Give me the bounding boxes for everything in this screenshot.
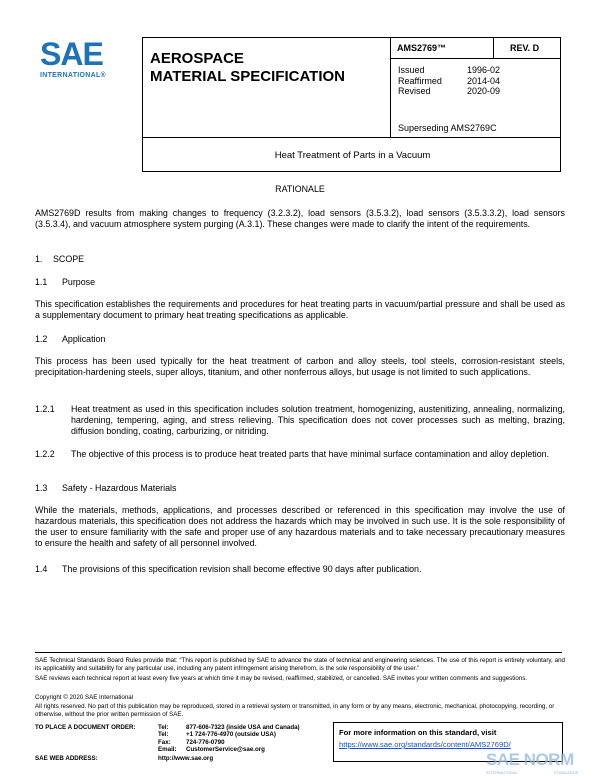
contact-row: Tel: 877-606-7323 (inside USA and Canada): [158, 724, 300, 731]
footer-copyright: Copyright © 2020 SAE International: [35, 694, 134, 701]
superseding-note: Superseding AMS2769C: [398, 123, 497, 133]
footer-divider: [35, 652, 562, 653]
revision-box: [493, 37, 561, 59]
date-labels: Issued Reaffirmed Revised: [398, 65, 442, 96]
rationale-heading: RATIONALE: [275, 184, 325, 194]
contact-row: Fax: 724-776-0790: [158, 738, 225, 746]
dates-box: [390, 58, 561, 138]
section-1-4-text: The provisions of this specification revision shall become effective 90 days after publication.: [62, 564, 422, 574]
revision-label: REV. D: [510, 43, 540, 53]
section-1-2-2-number: 1.2.2: [35, 449, 55, 459]
section-1-2-2-text: The objective of this process is to produce heat treated parts that have minimal surface contamination and alloy depletion.: [71, 449, 550, 459]
contact-table: [158, 724, 300, 754]
section-1-2-1-text: Heat treatment as used in this specification includes solution treatment, homogenizing, austenitizing, annealing, normalizing, hardening, tempering, aging, and stress relieving. This specification does not cover processes such as melting, brazing, diffusion bonding, coating, carburizing, or nitriding.: [71, 404, 565, 436]
watermark: [480, 748, 600, 776]
subject-box: [142, 137, 561, 172]
watermark-text: SAE NORM: [486, 750, 574, 769]
sae-logo: [40, 38, 120, 88]
document-number-box: [390, 37, 494, 59]
order-label: TO PLACE A DOCUMENT ORDER:: [35, 724, 136, 731]
section-1-3-title: Safety - Hazardous Materials: [62, 483, 177, 493]
section-1-2-title: Application: [62, 334, 106, 344]
section-1-4-number: 1.4: [35, 564, 48, 574]
section-1-2-number: 1.2: [35, 334, 48, 344]
document-header: [142, 37, 561, 172]
section-1-number: 1.: [35, 254, 43, 264]
footer-rights: All rights reserved. No part of this publication may be reproduced, stored in a retrieval system or transmitted, in any form or by any means, electronic, mechanical, photocopying, recording, or otherwise, without the prior written permission of SAE.: [35, 703, 555, 718]
contact-row: Tel: +1 724-776-4970 (outside USA): [158, 731, 276, 739]
section-1-1-text: This specification establishes the requirements and procedures for heat treating parts in vacuum/partial pressure and shall be used as a supplementary document to primary heat treating specifications as applicable.: [35, 299, 565, 320]
web-address[interactable]: http://www.sae.org: [158, 755, 214, 762]
web-label: SAE WEB ADDRESS:: [35, 755, 98, 762]
date-values: 1996-02 2014-04 2020-09: [467, 65, 501, 96]
more-info-title: For more information on this standard, visit: [339, 728, 497, 737]
rationale-text: AMS2769D results from making changes to frequency (3.2.3.2), load sensors (3.5.3.2), load sensors (3.5.3.3.2), load sensors (3.5.3.4), and vacuum atmosphere system purging (A.3.1). These changes were made to clarify the intent of the requirements.: [35, 208, 565, 229]
logo-brand: SAE: [40, 36, 103, 72]
section-1-1-title: Purpose: [62, 277, 96, 287]
section-1-2-1-number: 1.2.1: [35, 404, 55, 414]
section-1-3-text: While the materials, methods, applications, and processes described or referenced in this specification may involve the use of hazardous materials, this specification does not address the hazards which may be involved in such use. It is the sole responsibility of the user to ensure familiarity with the safe and proper use of any hazardous materials and to take necessary precautionary measures to ensure the health and safety of all personnel involved.: [35, 505, 565, 548]
footer-review: SAE reviews each technical report at least every five years at which time it may be revised, reaffirmed, stabilized, or cancelled. SAE invites your written comments and suggestions.: [35, 675, 528, 682]
footer-rules: SAE Technical Standards Board Rules provide that: “This report is published by SAE to advance the state of technical and engineering sciences. The use of this report is entirely voluntary, and its applicability and suitability for any particular use, including any patent infringement arising therefrom, is the sole responsibility of the user.”: [35, 657, 565, 672]
section-1-2-text: This process has been used typically for the heat treatment of carbon and alloy steels, tool steels, corrosion-resistant steels, precipitation-hardening steels, super alloys, titanium, and other nonferrous alloys, but usage is not limited to such applications.: [35, 356, 565, 377]
contact-row: Email: CustomerService@sae.org: [158, 746, 300, 753]
section-1-title: SCOPE: [53, 254, 85, 264]
watermark-small-left: INTERNATIONAL: [486, 770, 518, 775]
section-1-1-number: 1.1: [35, 277, 48, 287]
standard-link[interactable]: https://www.sae.org/standards/content/AMS2769D/: [339, 740, 511, 749]
watermark-small-right: STANDARDS: [554, 770, 579, 775]
title-box: [142, 37, 391, 138]
document-type-title: AEROSPACE MATERIAL SPECIFICATION: [150, 50, 345, 85]
logo-subtitle: INTERNATIONAL®: [40, 72, 107, 79]
contact-email[interactable]: CustomerService@sae.org: [186, 746, 265, 754]
document-subject: Heat Treatment of Parts in a Vacuum: [274, 150, 431, 161]
document-number: AMS2769™: [397, 43, 447, 53]
section-1-3-number: 1.3: [35, 483, 48, 493]
